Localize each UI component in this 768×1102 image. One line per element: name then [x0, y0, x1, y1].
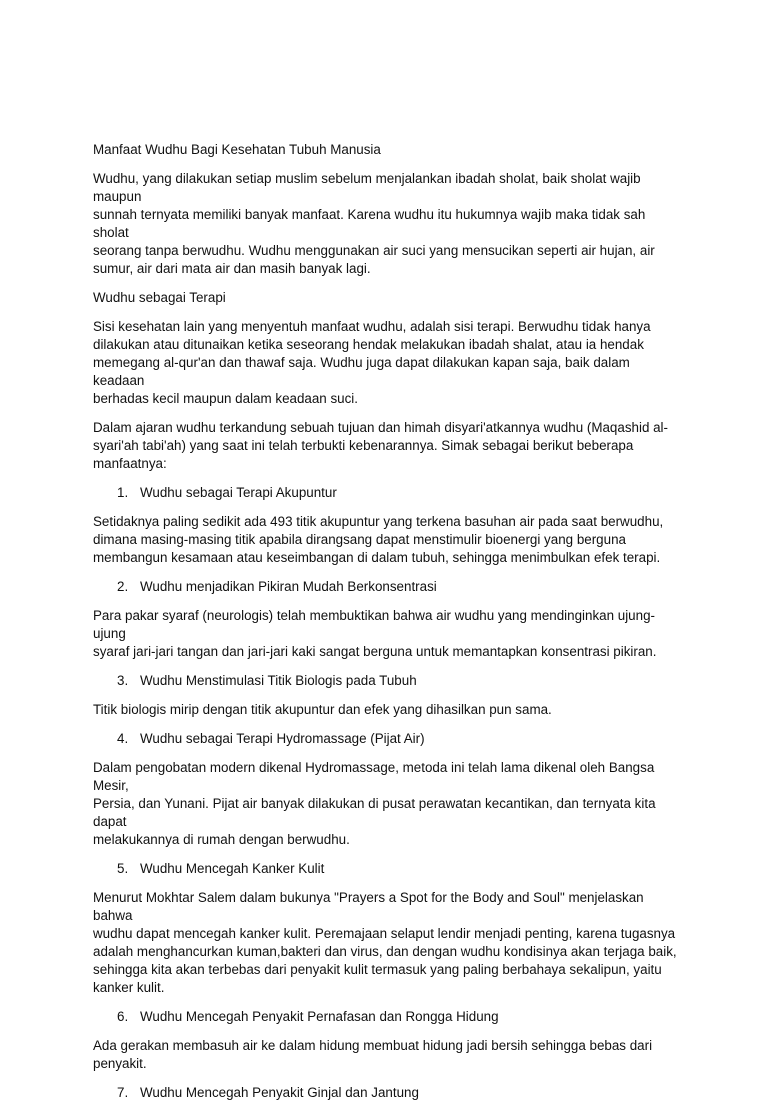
list-label: Wudhu Mencegah Penyakit Ginjal dan Jantung [140, 1085, 419, 1100]
intro-paragraph: Wudhu, yang dilakukan setiap muslim sebelum menjalankan ibadah sholat, baik sholat wajib maupun sunnah ternyata memiliki banyak manfaat. Karena wudhu itu hukumnya wajib maka tidak sah sholat seorang tanpa berwudhu. Wudhu menggunakan air suci yang mensucikan seperti air hujan, air sumur, air dari mata air dan masih banyak lagi. [93, 171, 655, 276]
list-number: 4. [117, 731, 129, 746]
list-item-text: Titik biologis mirip dengan titik akupuntur dan efek yang dihasilkan pun sama. [93, 702, 552, 717]
list-item-text: Ada gerakan membasuh air ke dalam hidung membuat hidung jadi bersih sehingga bebas dari penyakit. [93, 1038, 653, 1071]
paragraph-ajaran: Dalam ajaran wudhu terkandung sebuah tujuan dan himah disyari'atkannya wudhu (Maqashid al- syari'ah tabi'ah) yang saat ini telah terbukti kebenarannya. Simak sebagai berikut beberapa manfaatnya: [93, 420, 668, 471]
list-item-text: Dalam pengobatan modern dikenal Hydromassage, metoda ini telah lama dikenal oleh Bangsa Mesir, Persia, dan Yunani. Pijat air banyak dilakukan di pusat perawatan kecantikan, dan ternyata kita dapat melakukannya di rumah dengan berwudhu. [93, 760, 656, 847]
list-item-text: Menurut Mokhtar Salem dalam bukunya "Prayers a Spot for the Body and Soul" menjelaskan bahwa wudhu dapat mencegah kanker kulit. Peremajaan selaput lendir menjadi penting, karena tugasnya adalah menghancurkan kuman,bakteri dan virus, dan dengan wudhu kondisinya akan terjaga baik, sehingga kita akan terbebas dari penyakit kulit termasuk yang paling berbahaya sekalipun, yaitu kanker kulit. [93, 890, 677, 995]
list-number: 7. [117, 1085, 129, 1100]
document-title: Manfaat Wudhu Bagi Kesehatan Tubuh Manusia [93, 142, 381, 157]
list-number: 6. [117, 1009, 129, 1024]
list-item-text: Para pakar syaraf (neurologis) telah membuktikan bahwa air wudhu yang mendinginkan ujung-ujung syaraf jari-jari tangan dan jari-jari kaki sangat berguna untuk memantapkan konsentrasi pikiran. [93, 608, 657, 659]
list-label: Wudhu menjadikan Pikiran Mudah Berkonsentrasi [140, 579, 437, 594]
paragraph-terapi: Sisi kesehatan lain yang menyentuh manfaat wudhu, adalah sisi terapi. Berwudhu tidak hanya dilakukan atau ditunaikan ketika seseorang hendak melakukan ibadah shalat, atau ia hendak memegang al-qur'an dan thawaf saja. Wudhu juga dapat dilakukan kapan saja, baik dalam keadaan berhadas kecil maupun dalam keadaan suci. [93, 319, 651, 406]
list-item-5 [93, 860, 680, 878]
list-item-7 [93, 1084, 680, 1102]
list-number: 1. [117, 485, 129, 500]
list-label: Wudhu sebagai Terapi Akupuntur [140, 485, 337, 500]
list-item-3 [93, 672, 680, 690]
list-label: Wudhu Mencegah Kanker Kulit [140, 861, 325, 876]
list-label: Wudhu sebagai Terapi Hydromassage (Pijat Air) [140, 731, 425, 746]
list-item-1 [93, 484, 680, 502]
list-item-text: Setidaknya paling sedikit ada 493 titik akupuntur yang terkena basuhan air pada saat berwudhu, dimana masing-masing titik apabila dirangsang dapat menstimulir bioenergi yang berguna membangun kesamaan atau keseimbangan di dalam tubuh, sehingga menimbulkan efek terapi. [93, 514, 664, 565]
list-item-4 [93, 730, 680, 748]
list-item-2 [93, 578, 680, 596]
list-number: 2. [117, 579, 129, 594]
list-number: 5. [117, 861, 129, 876]
subheading-terapi: Wudhu sebagai Terapi [93, 290, 226, 305]
list-label: Wudhu Menstimulasi Titik Biologis pada Tubuh [140, 673, 417, 688]
list-item-6 [93, 1008, 680, 1026]
list-label: Wudhu Mencegah Penyakit Pernafasan dan Rongga Hidung [140, 1009, 499, 1024]
list-number: 3. [117, 673, 129, 688]
